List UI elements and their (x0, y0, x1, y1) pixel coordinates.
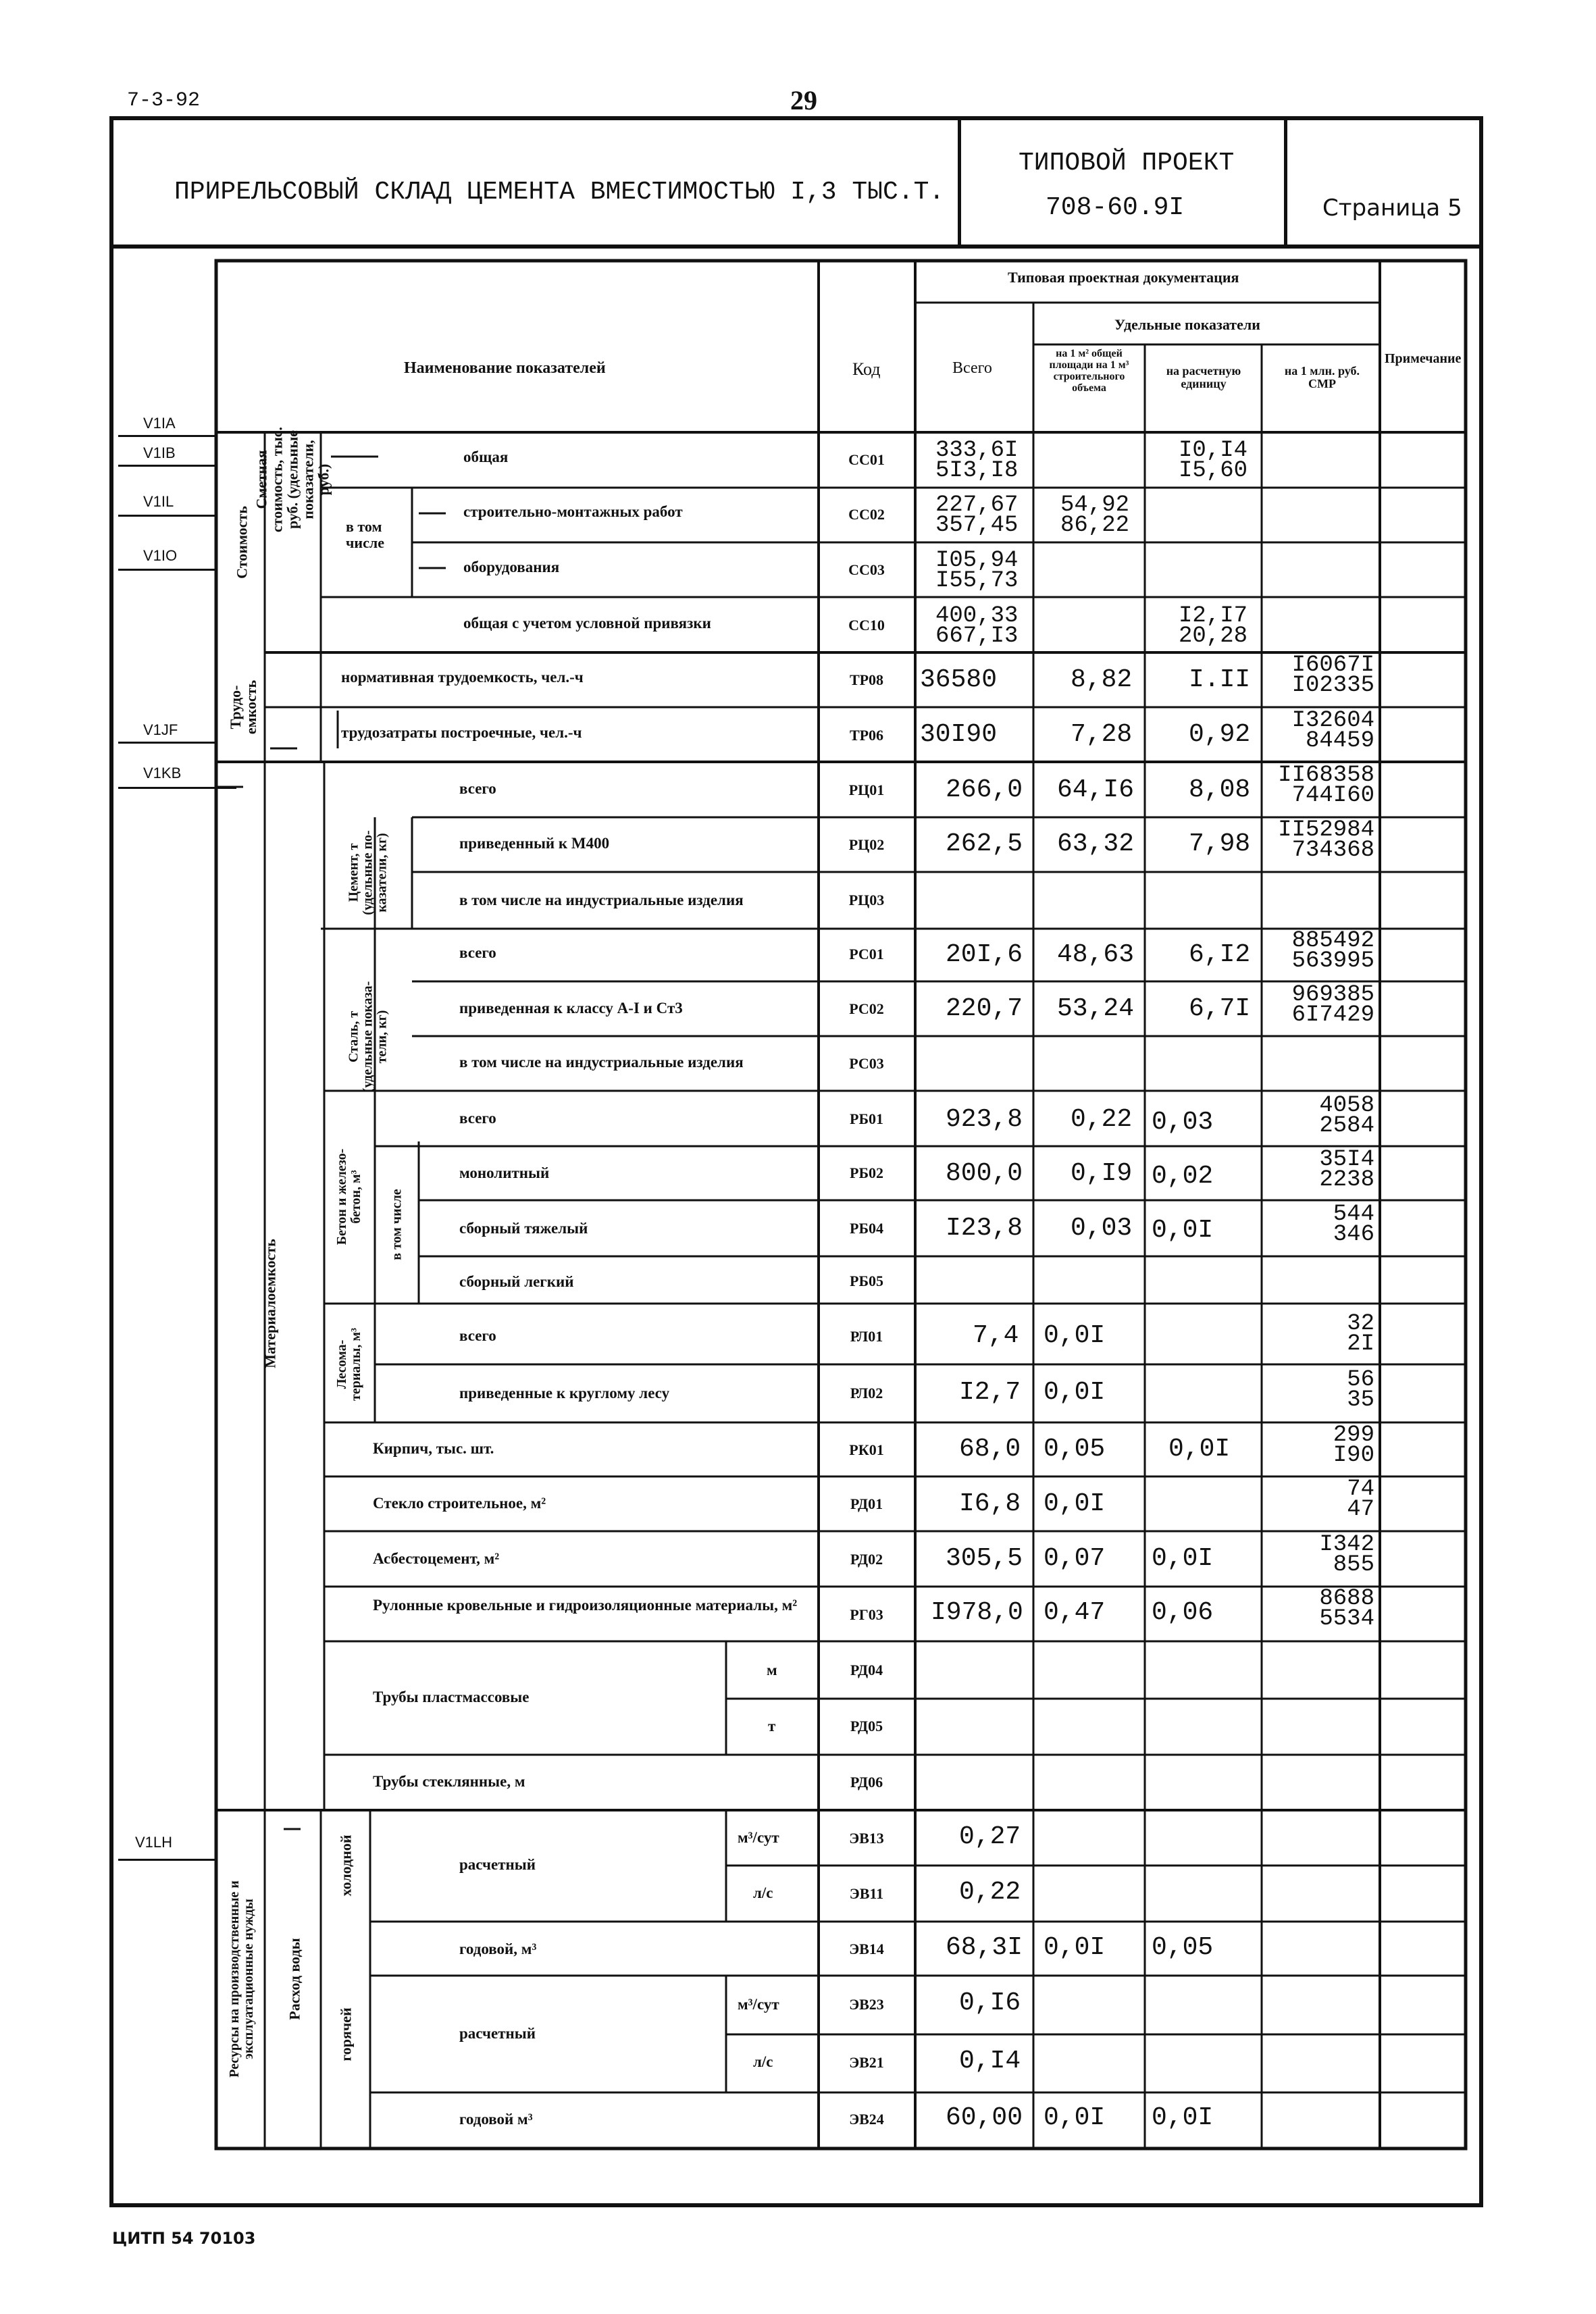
cell-total: 0,27 (959, 1822, 1021, 1851)
cell-per-m2: 0,07 (1044, 1544, 1106, 1573)
cell-total: 220,7 (946, 994, 1023, 1023)
cell-total: 7,4 (973, 1321, 1019, 1350)
sheet-label: Страница 5 (1322, 195, 1462, 222)
row-label: сборный тяжелый (459, 1220, 588, 1237)
row-code: ЭВ23 (849, 1996, 884, 2013)
cell-per-unit: 6,I2 (1189, 940, 1251, 969)
cell-total: 400,33 667,I3 (935, 603, 1019, 649)
cell-per-unit: 0,0I (1168, 1435, 1231, 1464)
cell-per-unit: I0,I4 I5,60 (1179, 438, 1248, 484)
row-code: РС01 (849, 946, 884, 962)
row-unit: т (768, 1718, 776, 1734)
row-code: РД01 (850, 1495, 883, 1512)
row-code: РЦ01 (848, 781, 885, 798)
group-concrete: Бетон и железо- бетон, м³ (334, 1148, 363, 1245)
row-label: строительно-монтажных работ (463, 503, 683, 520)
side-code: V1LH (135, 1834, 173, 1851)
cell-per-m2: 64,I6 (1057, 775, 1135, 804)
cell-per-m2: 0,0I (1044, 1933, 1106, 1962)
cell-total: 0,I4 (959, 2047, 1021, 2076)
cell-per-unit: 0,0I (1152, 1216, 1214, 1245)
row-code: ЭВ11 (849, 1885, 884, 1902)
cell-per-m2: 48,63 (1057, 940, 1135, 969)
cell-per-unit: 0,0I (1152, 1544, 1214, 1573)
group-materials: Материалоемкость (261, 1239, 279, 1368)
row-code: РД04 (850, 1662, 883, 1678)
side-code: V1KB (143, 765, 182, 781)
row-label: общая с учетом условной привязки (463, 615, 711, 632)
side-code: V1JF (143, 721, 178, 738)
cell-per-unit: 8,08 (1189, 775, 1251, 804)
row-label: монолитный (459, 1164, 550, 1181)
cell-total: I2,7 (959, 1378, 1021, 1407)
row-label: нормативная трудоемкость, чел.-ч (341, 669, 584, 686)
cell-per-unit: 0,05 (1152, 1933, 1214, 1962)
cell-total: I978,0 (931, 1598, 1023, 1627)
row-unit: л/с (753, 1884, 773, 1901)
side-code: V1IB (143, 444, 176, 461)
row-label: приведенный к М400 (459, 835, 610, 852)
row-label: в том числе на индустриальные изделия (459, 892, 744, 908)
cell-total: 36580 (920, 665, 998, 694)
cell-total: 68,0 (959, 1435, 1021, 1464)
row-code: РЛ01 (850, 1328, 883, 1345)
cell-per-unit: 6,7I (1189, 994, 1251, 1023)
row-code: РБ02 (850, 1164, 883, 1181)
cell-per-mln: 4058 2584 (1319, 1093, 1374, 1139)
row-code: РД06 (850, 1774, 883, 1791)
row-unit: м (767, 1662, 777, 1678)
row-label: Асбестоцемент, м² (373, 1550, 500, 1567)
cell-per-m2: 0,47 (1044, 1598, 1106, 1627)
row-label: приведенные к круглому лесу (459, 1385, 670, 1402)
row-code: РБ04 (850, 1220, 883, 1237)
group-cold: холодной (337, 1834, 355, 1897)
row-label: в том числе на индустриальные изделия (459, 1054, 744, 1071)
cell-total: 262,5 (946, 829, 1023, 858)
cell-per-m2: 0,0I (1044, 2103, 1106, 2132)
cell-total: 68,3I (946, 1933, 1023, 1962)
group-water: Расход воды (286, 1938, 303, 2020)
cell-total: 227,67 357,45 (935, 492, 1019, 538)
cell-per-unit: 0,92 (1189, 720, 1251, 749)
header-code-col: Код (852, 359, 881, 379)
cell-per-m2: 0,0I (1044, 1378, 1106, 1407)
row-unit: м³/сут (738, 1996, 779, 2013)
group-cost: Стоимость (233, 506, 251, 579)
row-label: Рулонные кровельные и гидроизоляционные материалы, м² (373, 1597, 798, 1614)
cell-per-m2: 0,22 (1071, 1105, 1133, 1134)
row-code: РК01 (849, 1441, 884, 1458)
row-label: сборный легкий (459, 1273, 574, 1290)
row-label: годовой м³ (459, 2111, 533, 2128)
row-label: всего (459, 780, 496, 797)
header-note: Примечание (1385, 351, 1462, 366)
cell-total: I05,94 I55,73 (935, 548, 1019, 594)
group-cement: Цемент, т (удельные по- казатели, кг) (346, 830, 390, 915)
row-label: трудозатраты построечные, чел.-ч (341, 724, 582, 741)
cell-per-unit: I.II (1189, 665, 1251, 694)
cell-total: 30I90 (920, 720, 998, 749)
row-label: всего (459, 944, 496, 961)
row-code: РС03 (849, 1055, 884, 1072)
cell-per-unit: 0,0I (1152, 2103, 1214, 2132)
row-label: общая (463, 448, 509, 465)
cell-total: 266,0 (946, 775, 1023, 804)
row-code: РС02 (849, 1000, 884, 1017)
cell-total: 923,8 (946, 1105, 1023, 1134)
cell-total: 333,6I 5I3,I8 (935, 438, 1019, 484)
row-code: ЭВ14 (849, 1940, 884, 1957)
row-code: ЭВ13 (849, 1830, 884, 1847)
row-label: Стекло строительное, м² (373, 1495, 546, 1512)
page-number: 29 (790, 85, 817, 115)
cell-total: 800,0 (946, 1159, 1023, 1188)
row-code: РД05 (850, 1718, 883, 1734)
cell-total: I23,8 (946, 1214, 1023, 1243)
cell-total: 305,5 (946, 1544, 1023, 1573)
row-label: расчетный (459, 1856, 536, 1873)
group-cost-sub: Сметная стоимость, тыс. руб. (удельные показатели, руб.) (253, 426, 332, 533)
cell-per-mln: 8688 5534 (1319, 1586, 1374, 1632)
cell-per-mln: 35I4 2238 (1319, 1147, 1374, 1193)
row-code: РБ05 (850, 1272, 883, 1289)
cell-per-m2: 0,I9 (1071, 1159, 1133, 1188)
row-code: РД02 (850, 1551, 883, 1568)
group-steel: Сталь, т (удельные показа- тели, кг) (346, 981, 390, 1093)
row-code: ТР06 (849, 727, 884, 744)
cell-per-m2: 0,03 (1071, 1214, 1133, 1243)
side-code: V1IO (143, 547, 178, 564)
cell-per-unit: I2,I7 20,28 (1179, 603, 1248, 649)
row-unit: л/с (753, 2053, 773, 2070)
row-label: оборудования (463, 559, 560, 575)
cell-total: 0,I6 (959, 1988, 1021, 2017)
cell-per-mln: 544 346 (1333, 1202, 1374, 1248)
row-code: СС03 (848, 561, 885, 578)
group-concrete-incl: в том числе (389, 1189, 405, 1260)
side-code: V1IA (143, 415, 176, 432)
cell-per-mln: 56 35 (1347, 1367, 1374, 1413)
project-label: ТИПОВОЙ ПРОЕКТ (1019, 149, 1235, 178)
cell-per-mln: 299 I90 (1333, 1422, 1374, 1468)
cell-per-mln: I342 855 (1319, 1532, 1374, 1578)
cell-per-m2: 0,05 (1044, 1435, 1106, 1464)
row-code: РЦ02 (848, 836, 885, 853)
cell-per-unit: 0,03 (1152, 1108, 1214, 1137)
side-code: V1IL (143, 493, 174, 510)
cell-per-m2: 63,32 (1057, 829, 1135, 858)
row-code: ЭВ21 (849, 2054, 884, 2071)
cell-per-m2: 8,82 (1071, 665, 1133, 694)
row-code: РГ03 (850, 1606, 883, 1623)
row-code: СС01 (848, 451, 885, 468)
top-left-code: 7-3-92 (127, 89, 201, 112)
cell-total: 60,00 (946, 2103, 1023, 2132)
group-hot: горячей (337, 2007, 355, 2061)
header-name-col: Наименование показателей (404, 359, 606, 377)
cell-total: 20I,6 (946, 940, 1023, 969)
row-unit: м³/сут (738, 1829, 779, 1846)
header-doc-group: Типовая проектная документация (1008, 269, 1239, 286)
row-label: Трубы стеклянные, м (373, 1773, 525, 1790)
row-label: всего (459, 1110, 496, 1127)
cell-per-mln: II52984 734368 (1278, 817, 1374, 863)
cell-per-mln: I6067I I02335 (1291, 652, 1374, 698)
row-label: всего (459, 1327, 496, 1344)
group-labor: Трудо- емкость (226, 679, 259, 735)
header-per-mln: на 1 млн. руб. СМР (1284, 364, 1360, 390)
footer-code: ЦИТП 54 70103 (112, 2229, 256, 2248)
cell-per-mln: 74 47 (1347, 1476, 1374, 1522)
cell-per-m2: 0,0I (1044, 1321, 1106, 1350)
row-label: Кирпич, тыс. шт. (373, 1440, 494, 1457)
group-timber: Лесома- териалы, м³ (334, 1328, 363, 1401)
cell-per-mln: II68358 744I60 (1278, 763, 1374, 808)
cell-per-mln: I32604 84459 (1291, 708, 1374, 754)
row-code: ТР08 (849, 671, 884, 688)
header-per-unit: на расчетную единицу (1166, 364, 1241, 390)
cell-total: 0,22 (959, 1878, 1021, 1907)
cell-per-mln: 32 2I (1347, 1311, 1374, 1357)
row-label: расчетный (459, 2025, 536, 2042)
row-label: приведенная к классу А-I и Ст3 (459, 1000, 683, 1017)
cell-per-m2: 7,28 (1071, 720, 1133, 749)
row-code: ЭВ24 (849, 2111, 884, 2128)
row-code: СС02 (848, 506, 885, 523)
row-code: СС10 (848, 617, 885, 634)
row-code: РБ01 (850, 1110, 883, 1127)
row-label: годовой, м³ (459, 1940, 537, 1957)
cell-per-unit: 0,02 (1152, 1162, 1214, 1191)
header-total: Всего (952, 359, 992, 377)
cell-per-m2: 0,0I (1044, 1489, 1106, 1518)
row-code: РЦ03 (848, 892, 885, 908)
cell-total: I6,8 (959, 1489, 1021, 1518)
group-incl: в том числе (346, 518, 384, 551)
row-label: Трубы пластмассовые (373, 1689, 530, 1705)
project-number: 708-60.9I (1046, 193, 1185, 222)
cell-per-m2: 53,24 (1057, 994, 1135, 1023)
group-resources: Ресурсы на производственные и эксплуатационные нужды (227, 1880, 256, 2078)
row-code: РЛ02 (850, 1385, 883, 1402)
cell-per-unit: 7,98 (1189, 829, 1251, 858)
document-title: ПРИРЕЛЬСОВЫЙ СКЛАД ЦЕМЕНТА ВМЕСТИМОСТЬЮ I,3 ТЫС.Т. (174, 178, 945, 207)
cell-per-m2: 54,92 86,22 (1060, 492, 1130, 538)
cell-per-mln: 885492 563995 (1291, 928, 1374, 974)
cell-per-unit: 0,06 (1152, 1598, 1214, 1627)
cell-per-mln: 969385 6I7429 (1291, 982, 1374, 1028)
header-per-m2: на 1 м² общей площади на 1 м³ строительного объема (1049, 348, 1129, 394)
header-specific: Удельные показатели (1114, 316, 1260, 333)
